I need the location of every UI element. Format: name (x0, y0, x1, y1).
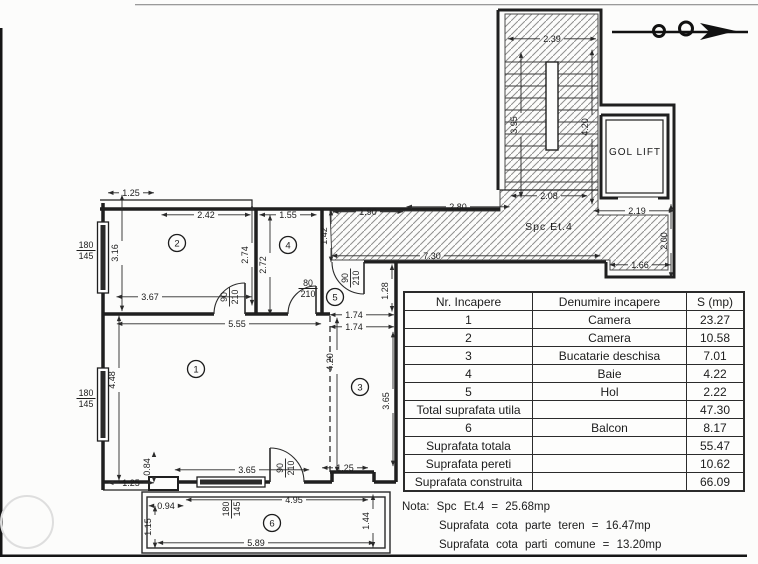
dim-label: 0.84 (142, 458, 152, 476)
cell-denumire: Bucatarie deschisa (533, 347, 687, 365)
svg-text:145: 145 (232, 501, 242, 517)
room-number: 1 (193, 364, 199, 376)
svg-text:180: 180 (221, 501, 231, 517)
table-row (404, 473, 744, 492)
dim-arrow (108, 191, 114, 195)
dim-arrow (246, 295, 252, 299)
dim-label: 2.08 (540, 191, 558, 201)
dim-label: 1.15 (143, 518, 153, 536)
dim-arrow (259, 213, 265, 217)
corridor-hatch (330, 190, 668, 270)
dim-label: 1.55 (279, 210, 297, 220)
north-arrow-ornament (612, 22, 748, 40)
cell-s: 23.27 (687, 311, 745, 329)
door-size-label (77, 240, 96, 261)
dim-label: 1.42 (319, 227, 329, 245)
cell-nr: 1 (404, 311, 533, 329)
svg-text:180: 180 (78, 388, 94, 398)
room-number: 6 (269, 518, 275, 530)
dim-arrow (390, 264, 394, 270)
faint-stamp-circle (1, 496, 53, 548)
svg-text:210: 210 (286, 460, 296, 476)
cell-s: 4.22 (687, 365, 745, 383)
cell-denumire: Camera (533, 329, 687, 347)
svg-text:90: 90 (275, 463, 285, 473)
cell-denumire: Balcon (533, 419, 687, 437)
table-row (404, 437, 744, 455)
room-number: 2 (174, 238, 180, 250)
dim-label: 5.89 (247, 538, 265, 548)
dim-arrow (186, 498, 192, 502)
dim-arrow (311, 213, 317, 217)
cell-s: 2.22 (687, 383, 745, 401)
dim-arrow (158, 541, 164, 545)
door-size-label (275, 459, 296, 478)
dim-label: 4.48 (107, 371, 117, 389)
col-header-s: S (mp) (687, 292, 745, 311)
dim-label: 3.67 (141, 292, 159, 302)
table-row (404, 401, 744, 419)
dim-arrow (117, 475, 121, 481)
cell-denumire (533, 437, 687, 455)
dim-arrow (149, 504, 155, 508)
cell-nr: Suprafata pereti (404, 455, 533, 473)
cell-denumire: Hol (533, 383, 687, 401)
door-size-label (221, 500, 242, 519)
cell-nr: Total suprafata utila (404, 401, 533, 419)
cell-s: 10.62 (687, 455, 745, 473)
dim-arrow (389, 313, 395, 317)
dim-label: 2.39 (543, 34, 561, 44)
dim-arrow (175, 468, 181, 472)
dim-arrow (250, 300, 254, 306)
cell-denumire: Baie (533, 365, 687, 383)
cell-denumire (533, 473, 687, 492)
door-size-label (77, 388, 96, 409)
dim-arrow (389, 325, 395, 329)
dim-arrow (152, 452, 156, 458)
door-size-label (219, 288, 240, 307)
svg-text:210: 210 (300, 289, 316, 299)
dim-label: 4.95 (285, 495, 303, 505)
dim-arrow (117, 322, 123, 326)
cell-nr: 6 (404, 419, 533, 437)
table-row (404, 365, 744, 383)
dim-label: 1.66 (631, 260, 649, 270)
table-header-row (404, 292, 744, 311)
stair-divider-wall (546, 62, 558, 150)
dim-label: 2.19 (628, 206, 646, 216)
dim-label: 3.65 (238, 465, 256, 475)
cell-s: 10.58 (687, 329, 745, 347)
dim-label: 4.20 (580, 118, 590, 136)
dim-label: 1.25 (122, 188, 140, 198)
dim-label: 4.20 (325, 353, 335, 371)
cell-s: 7.01 (687, 347, 745, 365)
svg-text:80: 80 (303, 278, 313, 288)
cell-nr: 4 (404, 365, 533, 383)
dim-label: 0.94 (157, 501, 175, 511)
table-row (404, 311, 744, 329)
dim-arrow (363, 466, 369, 470)
dim-label: 7.30 (423, 251, 441, 261)
dim-arrow (149, 191, 155, 195)
note-line-3: Suprafata cota parti comune = 13.20mp (439, 539, 662, 551)
dim-arrow (245, 213, 251, 217)
dim-arrow (330, 313, 336, 317)
svg-text:210: 210 (230, 289, 240, 305)
door-size-label (299, 278, 318, 299)
balcony-railing (142, 492, 390, 553)
dim-arrow (178, 504, 184, 508)
dim-label: 5.55 (228, 319, 246, 329)
col-header-nr: Nr. Incapere (404, 292, 533, 311)
note-line-1: Nota: Spc Et.4 = 25.68mp (402, 501, 551, 513)
dim-arrow (161, 213, 167, 217)
room-number: 3 (357, 382, 363, 394)
dim-label: 1.25 (336, 463, 354, 473)
dim-arrow (117, 316, 121, 322)
dim-label: 2.72 (258, 256, 268, 274)
cell-denumire (533, 401, 687, 419)
svg-text:180: 180 (78, 240, 94, 250)
dim-arrow (322, 466, 328, 470)
dim-arrow (335, 318, 339, 324)
note-line-2: Suprafata cota parte teren = 16.47mp (439, 520, 651, 532)
dim-label: 3.95 (509, 116, 519, 134)
dim-label: 1.25 (122, 478, 140, 488)
svg-text:145: 145 (78, 251, 94, 261)
dim-label: 1.90 (359, 207, 377, 217)
table-row (404, 383, 744, 401)
table-row (404, 329, 744, 347)
dim-arrow (390, 306, 394, 312)
room-number: 4 (285, 240, 291, 252)
dim-label: 1.74 (345, 322, 363, 332)
dim-arrow (268, 215, 272, 221)
dim-arrow (316, 322, 322, 326)
dim-arrow (120, 306, 124, 312)
cell-s: 55.47 (687, 437, 745, 455)
cell-nr: Suprafata construita (404, 473, 533, 492)
cell-nr: 2 (404, 329, 533, 347)
door-size-label (340, 269, 361, 288)
area-label: GOL LIFT (608, 147, 662, 158)
dim-arrow (116, 295, 122, 299)
cell-s: 8.17 (687, 419, 745, 437)
area-table (403, 291, 745, 492)
dim-label: 1.74 (345, 310, 363, 320)
dim-arrow (330, 325, 336, 329)
dim-label: 2.00 (659, 232, 669, 250)
dim-label: 2.42 (197, 210, 215, 220)
note-block (402, 498, 661, 555)
dim-arrow (304, 468, 310, 472)
cell-s: 47.30 (687, 401, 745, 419)
table-row (404, 419, 744, 437)
dim-label: 2.74 (240, 246, 250, 264)
cell-s: 66.09 (687, 473, 745, 492)
cell-nr: 5 (404, 383, 533, 401)
cell-denumire (533, 455, 687, 473)
svg-text:145: 145 (78, 399, 94, 409)
dim-label: 2.80 (449, 202, 467, 212)
dim-label: 1.28 (380, 282, 390, 300)
table-row (404, 347, 744, 365)
dim-label: 3.16 (110, 244, 120, 262)
dim-arrow (363, 498, 369, 502)
table-row (404, 455, 744, 473)
svg-text:210: 210 (351, 270, 361, 286)
svg-text:90: 90 (219, 292, 229, 302)
cell-denumire: Camera (533, 311, 687, 329)
room-number: 5 (332, 292, 338, 304)
col-header-denumire: Denumire incapere (533, 292, 687, 311)
dim-label: 1.44 (361, 512, 371, 530)
cell-nr: Suprafata totala (404, 437, 533, 455)
svg-text:90: 90 (340, 273, 350, 283)
dim-label: 3.65 (381, 392, 391, 410)
cell-nr: 3 (404, 347, 533, 365)
area-label: Spc Et.4 (525, 221, 573, 233)
